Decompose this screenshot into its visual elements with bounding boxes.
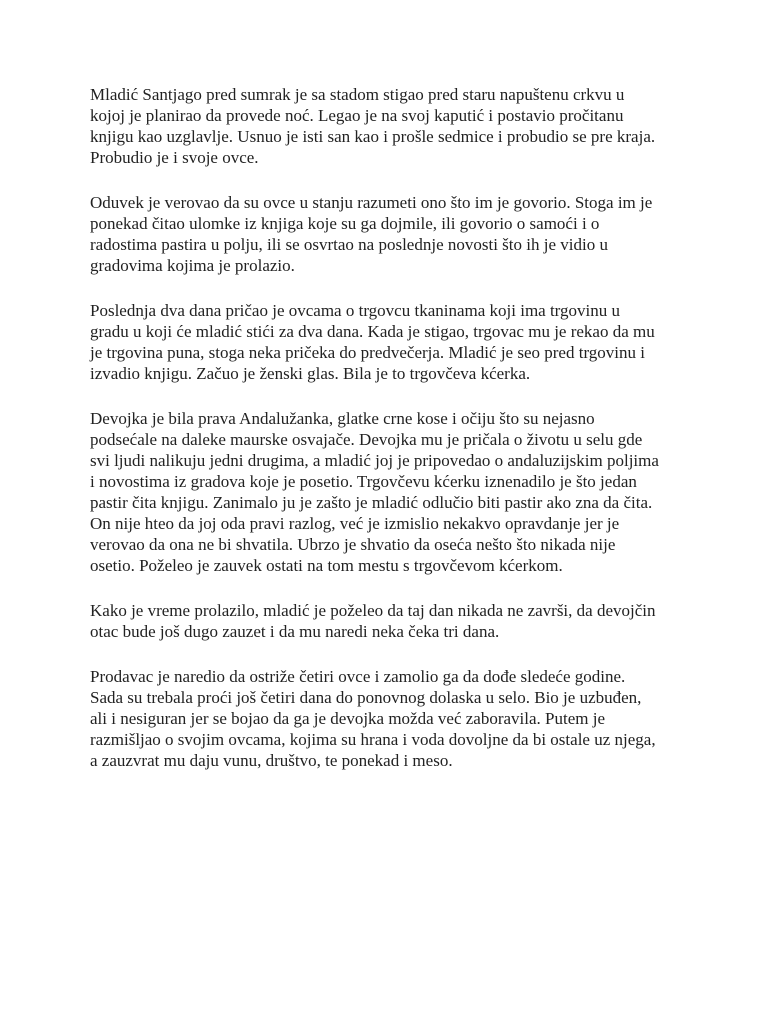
paragraph-1: Mladić Santjago pred sumrak je sa stadom stigao pred staru napuštenu crkvu u kojoj je planirao da provede noć. Legao je na svoj kaputić i postavio pročitanu knjigu kao uzglavlje. Usnuo je isti san kao i prošle sedmice i probudio se pre kraja. Probudio je i svoje ovce. [90,85,656,167]
paragraph-3: Poslednja dva dana pričao je ovcama o trgovcu tkaninama koji ima trgovinu u gradu u koji će mladić stići za dva dana. Kada je stigao, trgovac mu je rekao da mu je trgovina puna, stoga neka pričeka do predvečerja. Mladić je seo pred trgovinu i izvadio knjigu. Začuo je ženski glas. Bila je to trgovčeva kćerka. [90,301,655,383]
document-body [90,84,730,795]
paragraph-4: Devojka je bila prava Andalužanka, glatke crne kose i očiju što su nejasno podsećale na daleke maurske osvajače. Devojka mu je pričala o životu u selu gde svi ljudi nalikuju jedni drugima, a mladić joj je pripovedao o andaluzijskim poljima i novostima iz gradova koje je posetio. Trgovčevu kćerku iznenadilo je što jedan pastir čita knjigu. Zanimalo ju je zašto je mladić odlučio biti pastir ako zna da čita. On nije hteo da joj oda pravi razlog, već je izmislio nekakvo opravdanje jer je verovao da ona ne bi shvatila. Ubrzo je shvatio da oseća nešto što nikada nije osetio. Poželeo je zauvek ostati na tom mestu s trgovčevom kćerkom. [90,409,659,575]
paragraph-2: Oduvek je verovao da su ovce u stanju razumeti ono što im je govorio. Stoga im je ponekad čitao ulomke iz knjiga koje su ga dojmile, ili govorio o samoći i o radostima pastira u polju, ili se osvrtao na poslednje novosti što ih je vidio u gradovima kojima je prolazio. [90,193,653,275]
paragraph-6: Prodavac je naredio da ostriže četiri ovce i zamolio ga da dođe sledeće godine. Sada su trebala proći još četiri dana do ponovnog dolaska u selo. Bio je uzbuđen, ali i nesiguran jer se bojao da ga je devojka možda već zaboravila. Putem je razmišljao o svojim ovcama, kojima su hrana i voda dovoljne da bi ostale uz njega, a zauzvrat mu daju vunu, društvo, te ponekad i meso. [90,667,656,770]
paragraph-5: Kako je vreme prolazilo, mladić je poželeo da taj dan nikada ne završi, da devojčin otac bude još dugo zauzet i da mu naredi neka čeka tri dana. [90,601,656,641]
